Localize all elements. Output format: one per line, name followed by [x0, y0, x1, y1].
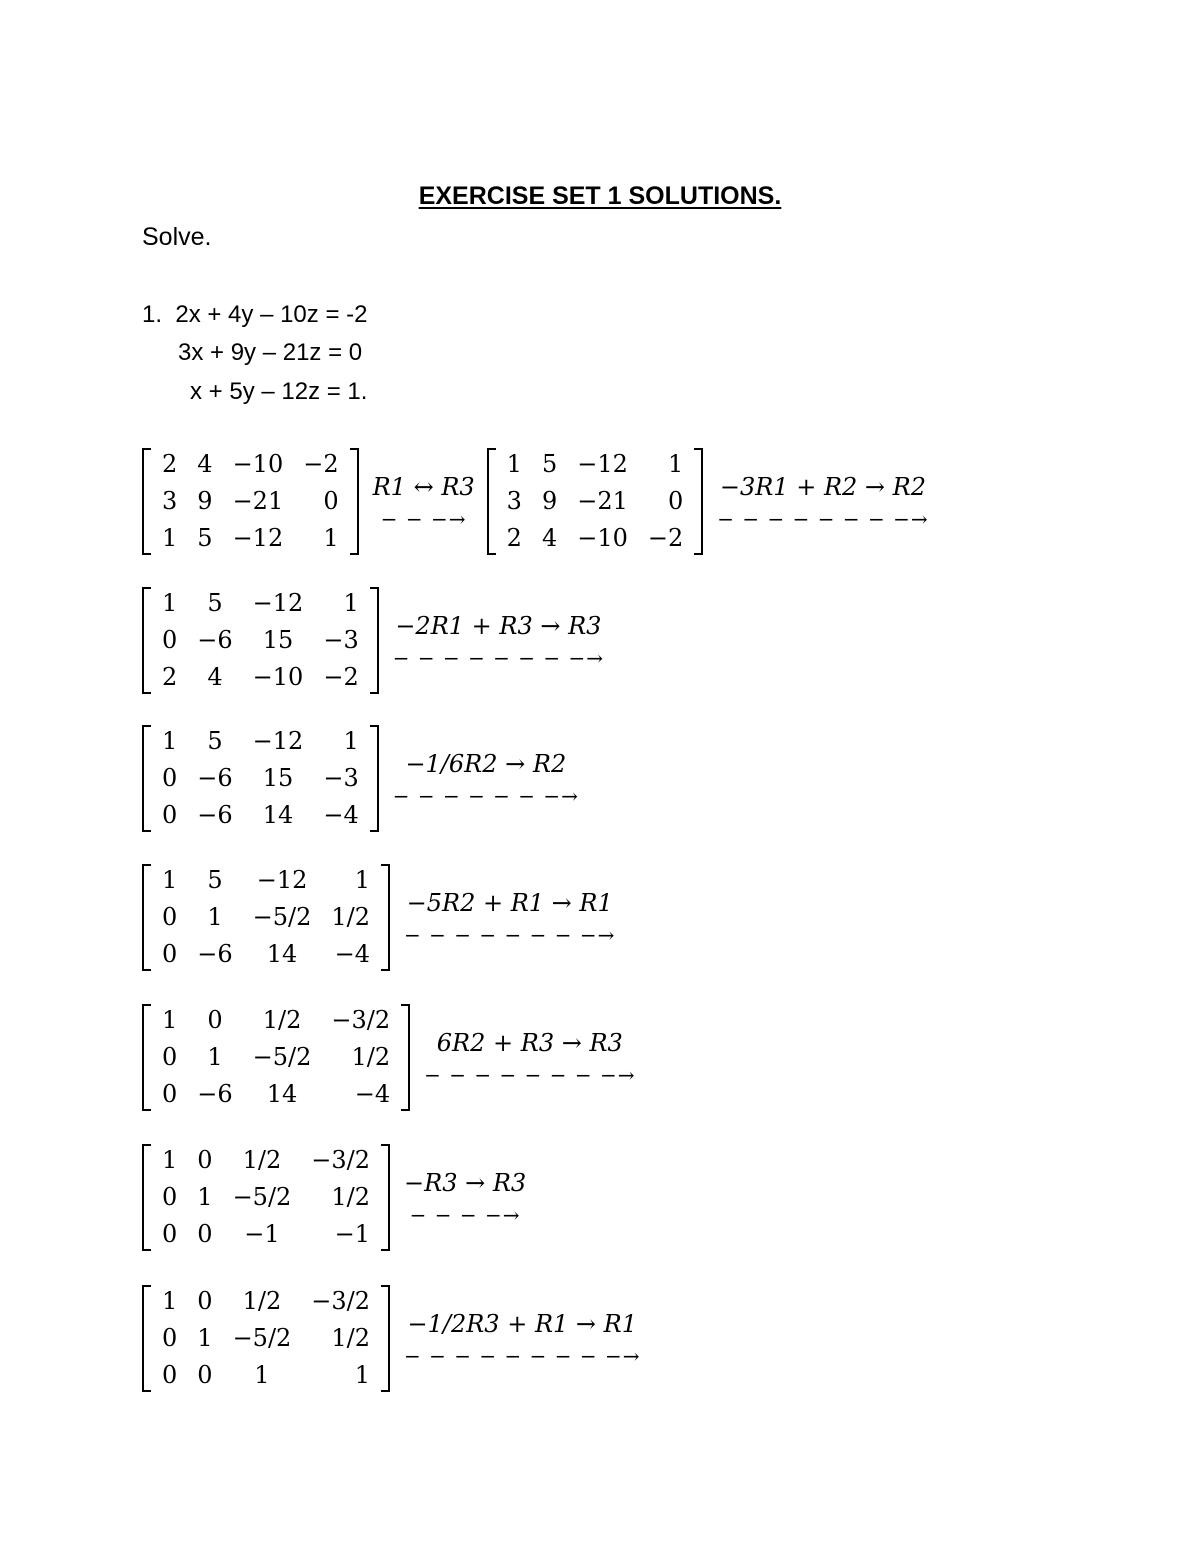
matrix-cell: 1	[506, 450, 522, 478]
matrix-cell: 1	[162, 524, 178, 552]
matrix-cell: 0	[197, 1361, 213, 1389]
matrix-cell: −2	[647, 524, 684, 552]
matrix-cell: −6	[197, 626, 233, 654]
step-row-3	[142, 723, 591, 834]
matrix-row	[152, 1179, 380, 1216]
matrix-row	[497, 483, 694, 520]
matrix-cell: 1	[162, 1006, 178, 1034]
matrix-cell: −12	[252, 727, 304, 755]
matrix-cell: −3/2	[311, 1287, 371, 1315]
operation-label: −2R1 + R3 → R3	[395, 611, 602, 640]
matrix-cell: −12	[256, 866, 308, 894]
matrix-cell: 9	[541, 487, 558, 515]
matrix-cell: 0	[162, 1183, 178, 1211]
row-operation	[393, 747, 579, 811]
matrix-cell: −10	[232, 450, 284, 478]
matrix-cell: −3	[323, 764, 359, 792]
matrix-cell: −12	[577, 450, 628, 478]
augmented-matrix	[142, 446, 359, 557]
matrix-row	[152, 862, 380, 899]
matrix-cell: −6	[197, 801, 233, 829]
matrix-cell: 1	[354, 1361, 371, 1389]
matrix-cell: 1/2	[331, 903, 371, 931]
matrix-grid	[497, 446, 694, 557]
matrix-cell: 1/2	[242, 1146, 282, 1174]
matrix-cell: 15	[262, 626, 294, 654]
matrix-cell: 1	[354, 866, 371, 894]
matrix-cell: 5	[541, 450, 558, 478]
matrix-cell: −3/2	[331, 1006, 391, 1034]
equation-3: x + 5y – 12z = 1.	[190, 378, 368, 405]
matrix-row	[152, 1216, 380, 1253]
matrix-cell: 3	[162, 487, 178, 515]
arrow-icon: − − − − − − − −→	[424, 1062, 636, 1087]
matrix-row	[152, 1142, 380, 1179]
matrix-cell: 1/2	[331, 1324, 371, 1352]
page-title	[0, 182, 1200, 211]
matrix-cell: 0	[197, 1146, 213, 1174]
matrix-cell: 0	[162, 1324, 178, 1352]
matrix-grid	[152, 1283, 380, 1394]
matrix-cell: 4	[197, 450, 213, 478]
row-operation	[373, 470, 475, 534]
operation-label: −1/6R2 → R2	[405, 749, 567, 778]
arrow-icon: − − − − − − − −→	[404, 922, 616, 947]
matrix-row	[152, 899, 380, 936]
instruction-text: Solve.	[142, 223, 212, 251]
arrow-icon: − − − − − − −→	[392, 783, 579, 808]
matrix-cell: 1	[343, 727, 359, 755]
matrix-cell: 1/2	[242, 1287, 282, 1315]
matrix-cell: 3	[506, 487, 522, 515]
arrow-icon: − − − − − − − − −→	[404, 1343, 641, 1368]
matrix-cell: 5	[207, 727, 223, 755]
matrix-cell: 0	[162, 1043, 178, 1071]
matrix-cell: 0	[162, 764, 178, 792]
matrix-cell: 2	[162, 450, 178, 478]
step-row-4	[142, 862, 627, 973]
matrix-cell: −4	[323, 801, 359, 829]
matrix-cell: 1	[254, 1361, 270, 1389]
matrix-row	[152, 760, 369, 797]
matrix-cell: 4	[207, 663, 223, 691]
matrix-cell: −1	[244, 1220, 280, 1248]
matrix-cell: −2	[303, 450, 339, 478]
row-operation	[404, 886, 615, 950]
matrix-cell: 1	[323, 524, 339, 552]
matrix-cell: 0	[667, 487, 684, 515]
matrix-cell: 1	[197, 1324, 213, 1352]
augmented-matrix	[142, 1142, 390, 1253]
matrix-cell: 0	[197, 1287, 213, 1315]
matrix-grid	[152, 862, 380, 973]
step-row-6	[142, 1142, 538, 1253]
matrix-grid	[152, 1002, 400, 1113]
matrix-grid	[152, 446, 349, 557]
matrix-row	[152, 1039, 400, 1076]
step-row-5	[142, 1002, 647, 1113]
matrix-cell: 14	[266, 940, 298, 968]
matrix-cell: 1	[207, 1043, 223, 1071]
matrix-row	[152, 1357, 380, 1394]
arrow-icon: − − −→	[380, 506, 467, 531]
operation-label: −3R1 + R2 → R2	[719, 472, 926, 501]
arrow-icon: − − − − − − − −→	[717, 506, 929, 531]
matrix-cell: 1/2	[351, 1043, 391, 1071]
row-operation	[404, 1307, 640, 1371]
matrix-row	[497, 446, 694, 483]
matrix-cell: −6	[197, 1080, 233, 1108]
matrix-cell: −12	[252, 589, 304, 617]
matrix-cell: −10	[577, 524, 628, 552]
augmented-matrix	[142, 723, 379, 834]
matrix-cell: 1	[343, 589, 359, 617]
operation-label: −R3 → R3	[404, 1168, 527, 1197]
matrix-grid	[152, 585, 369, 696]
operation-label: −1/2R3 + R1 → R1	[407, 1309, 637, 1338]
matrix-cell: −2	[323, 663, 359, 691]
matrix-cell: 14	[262, 801, 294, 829]
matrix-cell: 1	[197, 1183, 213, 1211]
matrix-cell: 9	[197, 487, 213, 515]
arrow-icon: − − − − − − − −→	[392, 645, 605, 670]
matrix-row	[152, 622, 369, 659]
operation-label: R1 ↔ R3	[372, 472, 475, 501]
matrix-row	[152, 659, 369, 696]
matrix-cell: 0	[162, 1220, 178, 1248]
matrix-cell: 1/2	[262, 1006, 302, 1034]
matrix-cell: 15	[262, 764, 294, 792]
matrix-cell: −5/2	[232, 1324, 292, 1352]
matrix-row	[152, 483, 349, 520]
matrix-cell: 1	[162, 1287, 178, 1315]
augmented-matrix	[142, 1002, 410, 1113]
matrix-cell: 0	[162, 903, 178, 931]
matrix-cell: 1	[162, 589, 178, 617]
matrix-cell: 1	[162, 1146, 178, 1174]
matrix-row	[152, 936, 380, 973]
matrix-cell: −1	[334, 1220, 371, 1248]
matrix-cell: 4	[541, 524, 558, 552]
matrix-cell: 2	[506, 524, 522, 552]
matrix-cell: 0	[162, 940, 178, 968]
matrix-cell: 1	[162, 727, 178, 755]
operation-label: 6R2 + R3 → R3	[436, 1028, 623, 1057]
matrix-grid	[152, 723, 369, 834]
matrix-grid	[152, 1142, 380, 1253]
augmented-matrix	[142, 862, 390, 973]
title-text: EXERCISE SET 1 SOLUTIONS.	[418, 182, 782, 210]
matrix-cell: −4	[334, 940, 371, 968]
matrix-cell: 0	[162, 1361, 178, 1389]
matrix-cell: −6	[197, 940, 233, 968]
matrix-row	[152, 520, 349, 557]
matrix-cell: −5/2	[252, 1043, 312, 1071]
matrix-cell: −6	[197, 764, 233, 792]
arrow-icon: − − − −→	[409, 1202, 521, 1227]
step-row-7	[142, 1283, 652, 1394]
matrix-cell: −4	[354, 1080, 391, 1108]
equation-2: 3x + 9y – 21z = 0	[178, 339, 363, 366]
matrix-cell: 14	[266, 1080, 298, 1108]
matrix-row	[152, 723, 369, 760]
matrix-cell: 0	[162, 801, 178, 829]
matrix-cell: 1	[667, 450, 684, 478]
matrix-row	[152, 585, 369, 622]
matrix-cell: 2	[162, 663, 178, 691]
row-operation	[393, 609, 604, 673]
matrix-cell: 0	[162, 1080, 178, 1108]
row-operation	[404, 1166, 526, 1230]
matrix-cell: −5/2	[232, 1183, 292, 1211]
matrix-row	[152, 797, 369, 834]
matrix-cell: −12	[232, 524, 284, 552]
matrix-cell: 1	[207, 903, 223, 931]
matrix-cell: 0	[162, 626, 178, 654]
matrix-cell: 0	[207, 1006, 223, 1034]
matrix-cell: 1/2	[331, 1183, 371, 1211]
matrix-row	[152, 1076, 400, 1113]
matrix-cell: 1	[162, 866, 178, 894]
matrix-cell: 0	[197, 1220, 213, 1248]
row-operation	[424, 1026, 635, 1090]
matrix-cell: −21	[232, 487, 284, 515]
augmented-matrix	[142, 585, 379, 696]
matrix-cell: −10	[252, 663, 304, 691]
matrix-cell: 5	[207, 866, 223, 894]
matrix-row	[152, 1320, 380, 1357]
matrix-cell: 5	[207, 589, 223, 617]
matrix-row	[497, 520, 694, 557]
row-operation	[717, 470, 928, 534]
matrix-cell: 5	[197, 524, 213, 552]
matrix-cell: −3/2	[311, 1146, 371, 1174]
matrix-cell: −5/2	[252, 903, 312, 931]
matrix-row	[152, 1283, 380, 1320]
matrix-row	[152, 446, 349, 483]
step-row-1	[142, 446, 941, 557]
matrix-cell: 0	[323, 487, 339, 515]
augmented-matrix	[142, 1283, 390, 1394]
matrix-cell: −3	[323, 626, 359, 654]
operation-label: −5R2 + R1 → R1	[406, 888, 613, 917]
step-row-2	[142, 585, 616, 696]
equation-1: 1. 2x + 4y – 10z = -2	[142, 301, 368, 328]
augmented-matrix	[487, 446, 704, 557]
matrix-row	[152, 1002, 400, 1039]
matrix-cell: −21	[577, 487, 628, 515]
